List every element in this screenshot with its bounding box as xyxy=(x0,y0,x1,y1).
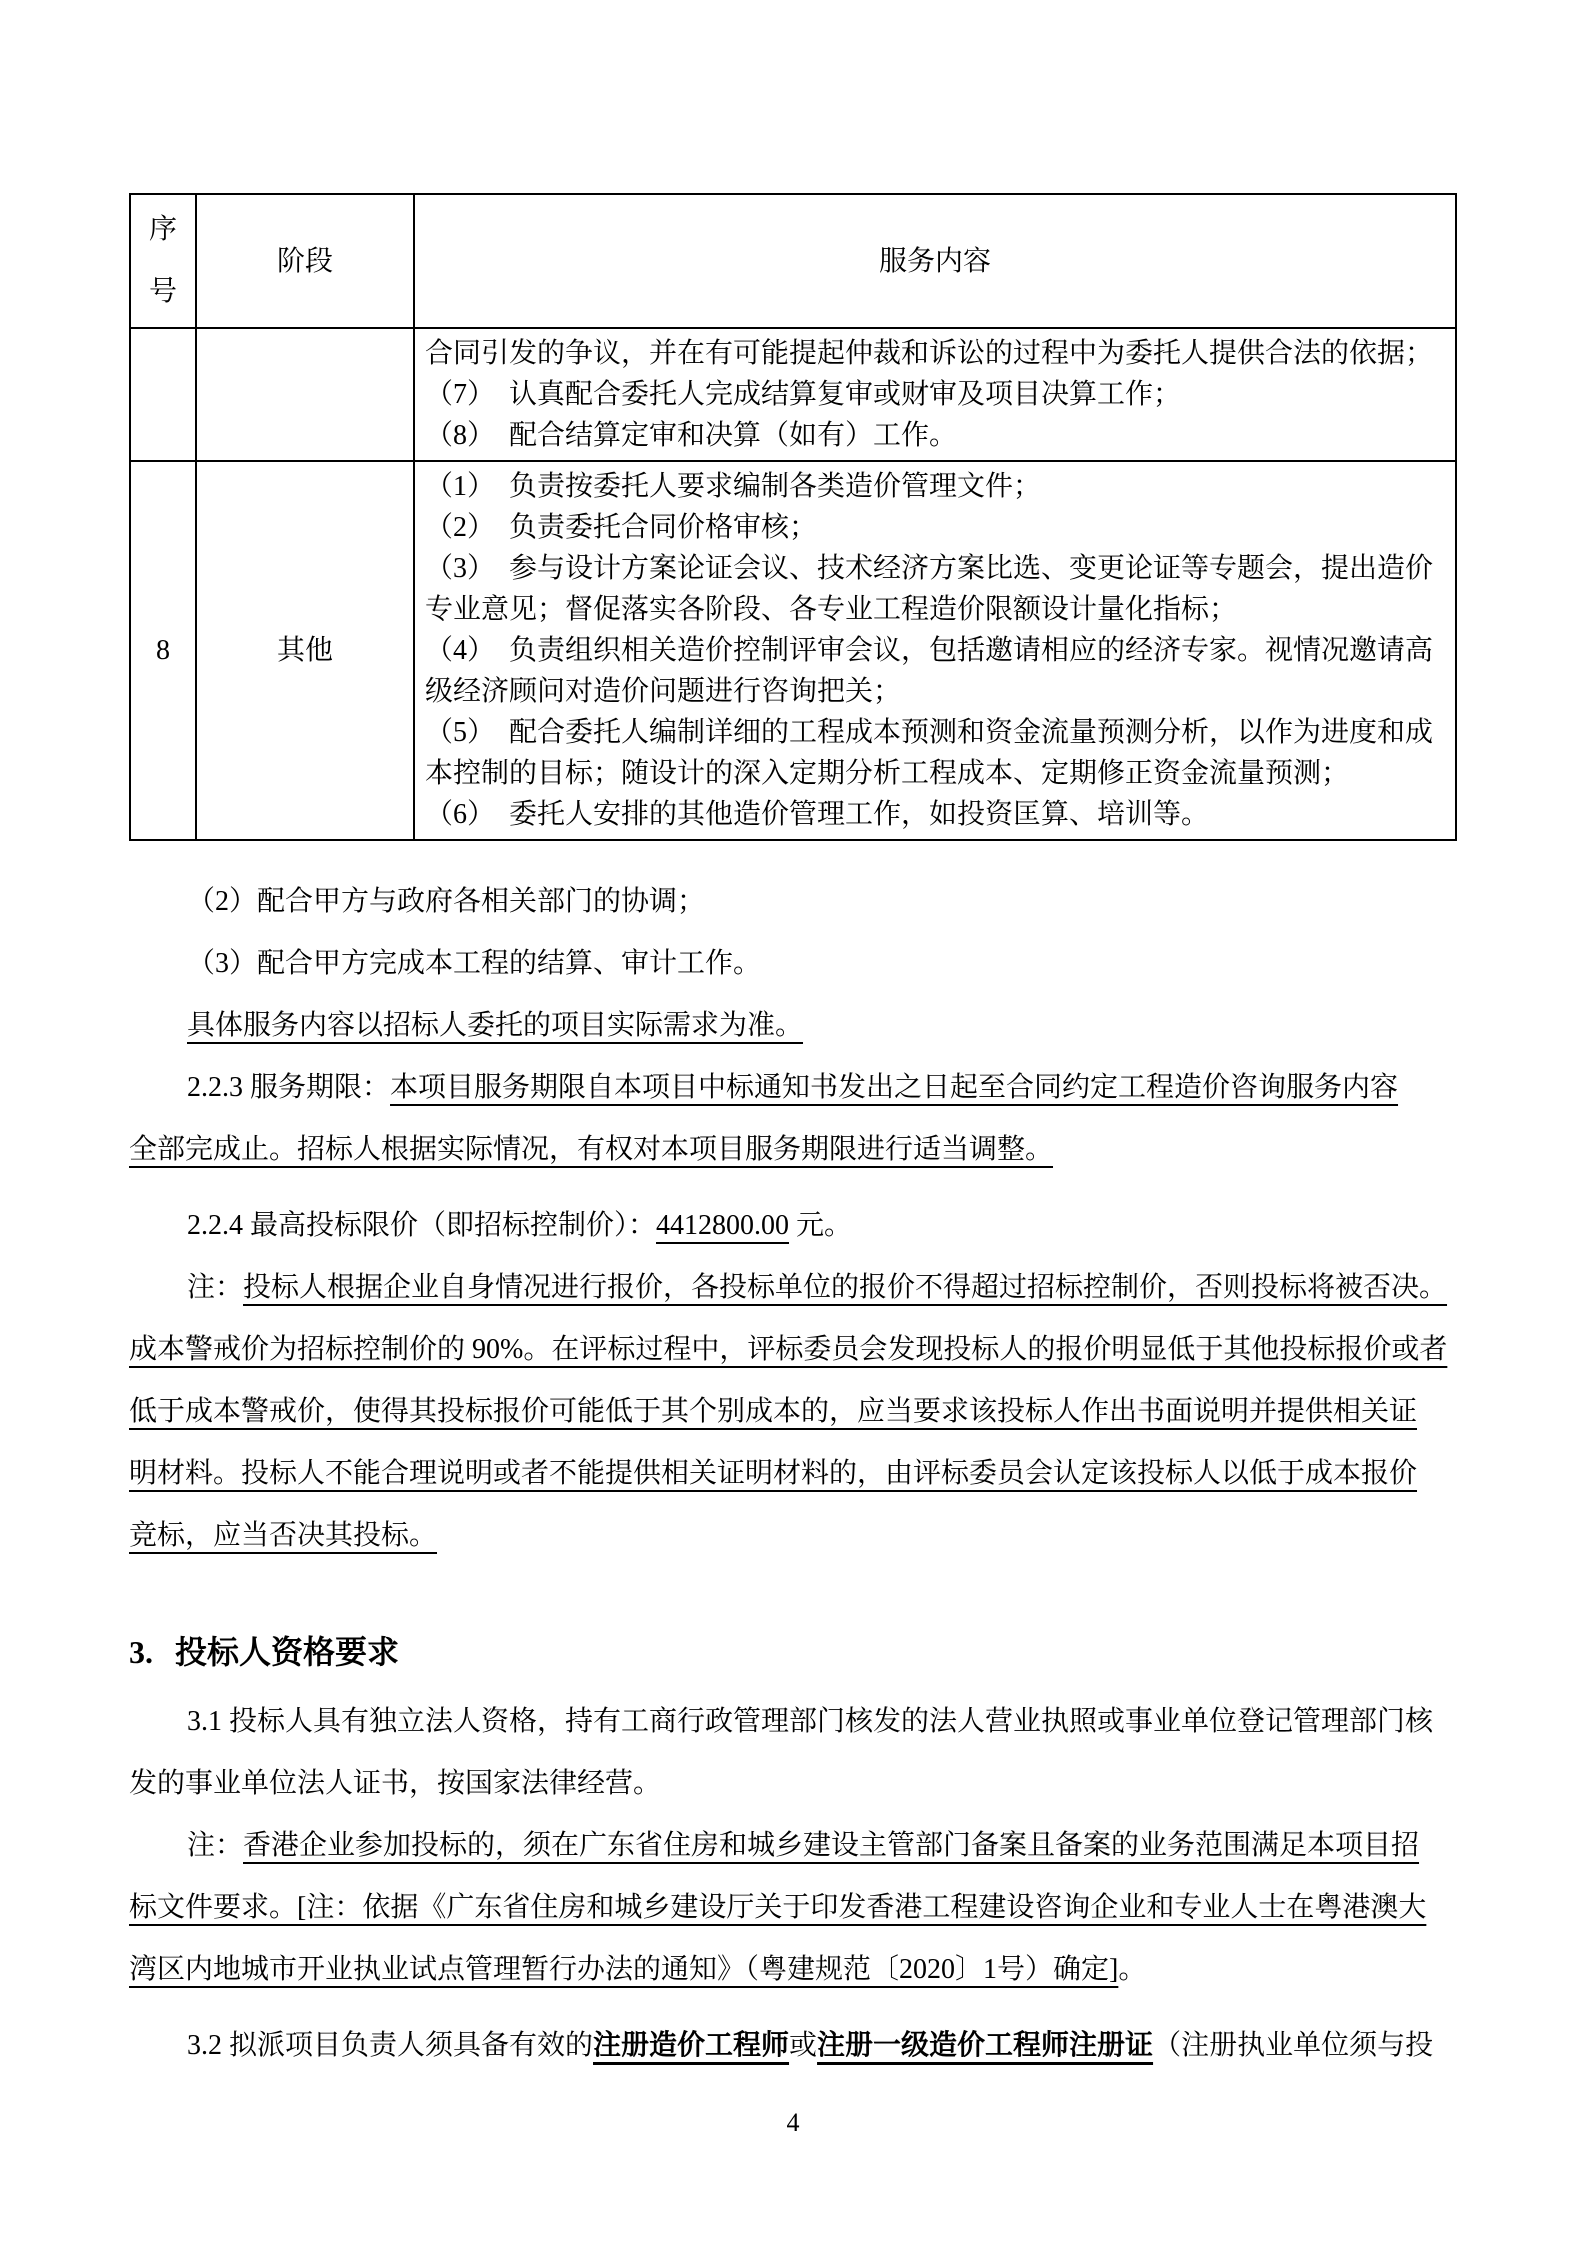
header-cell-no xyxy=(130,194,196,328)
cert-name-level1-cost-engineer: 注册一级造价工程师注册证 xyxy=(817,2030,1154,2061)
underlined-text: 湾区内地城市开业执业试点管理暂行办法的通知》（粤建规范〔2020〕1号）确定] xyxy=(129,1954,1119,1985)
table-row xyxy=(130,461,1456,840)
clause-3-2 xyxy=(129,2015,1457,2077)
cert-name-cost-engineer: 注册造价工程师 xyxy=(593,2030,790,2061)
document-body xyxy=(129,193,1457,2143)
section-heading-bidder-qualification xyxy=(129,1619,1457,1685)
service-item: （8） 配合结算定审和决算（如有）工作。 xyxy=(425,420,958,451)
row-content-cell xyxy=(414,328,1456,461)
service-item: （6） 委托人安排的其他造价管理工作，如投资匡算、培训等。 xyxy=(425,799,1210,830)
note-1-line-1 xyxy=(129,1257,1457,1319)
note-1-line-3 xyxy=(129,1381,1457,1443)
row-stage-cell xyxy=(196,328,414,461)
table-header-row xyxy=(130,194,1456,328)
sentence-end: 。 xyxy=(1118,1954,1147,1985)
clause-text: 或 xyxy=(789,2030,818,2061)
underlined-text: 本项目服务期限自本项目中标通知书发出之日起至合同约定工程造价咨询服务内容 xyxy=(390,1072,1399,1103)
service-item: 合同引发的争议，并在有可能提起仲裁和诉讼的过程中为委托人提供合法的依据； xyxy=(425,338,1434,369)
service-content-table xyxy=(129,193,1457,841)
paragraph-coordination: （2）配合甲方与政府各相关部门的协调； xyxy=(187,886,706,917)
clause-2-2-4 xyxy=(129,1195,1457,1257)
underlined-text: 标文件要求。[注：依据《广东省住房和城乡建设厅关于印发香港工程建设咨询企业和专业人士在粤港澳大 xyxy=(129,1892,1427,1923)
note-1-line-2 xyxy=(129,1319,1457,1381)
service-item: （3） 参与设计方案论证会议、技术经济方案比选、变更论证等专题会，提出造价专业意见；督促落实各阶段、各专业工程造价限额设计量化指标； xyxy=(425,553,1434,625)
underlined-text: 成本警戒价为招标控制价的 90%。在评标过程中，评标委员会发现投标人的报价明显低于其他投标报价或者 xyxy=(129,1334,1448,1365)
header-cell-content: 服务内容 xyxy=(414,194,1456,328)
row-content-cell xyxy=(414,461,1456,840)
header-cell-stage: 阶段 xyxy=(196,194,414,328)
underlined-text: 全部完成止。招标人根据实际情况，有权对本项目服务期限进行适当调整。 xyxy=(129,1134,1054,1165)
section-title: 投标人资格要求 xyxy=(175,1634,400,1670)
row-no-cell xyxy=(130,328,196,461)
clause-2-2-3-line-1 xyxy=(129,1057,1457,1119)
page-number: 4 xyxy=(786,2108,800,2137)
row-no-cell: 8 xyxy=(130,461,196,840)
underlined-text: 低于成本警戒价，使得其投标报价可能低于其个别成本的，应当要求该投标人作出书面说明并提供相关证 xyxy=(129,1396,1418,1427)
max-bid-price: 4412800.00 xyxy=(656,1210,790,1241)
clause-number: 2.2.3 服务期限： xyxy=(187,1072,391,1103)
price-unit: 元。 xyxy=(789,1210,853,1241)
underlined-text: 香港企业参加投标的，须在广东省住房和城乡建设主管部门备案且备案的业务范围满足本项目招 xyxy=(243,1830,1420,1861)
table-row xyxy=(130,328,1456,461)
paragraph-specific-service xyxy=(129,995,1457,1057)
clause-3-1-line-1: 3.1 投标人具有独立法人资格，持有工商行政管理部门核发的法人营业执照或事业单位登记管理部门核 xyxy=(187,1706,1434,1737)
note-2-line-3 xyxy=(129,1939,1457,2001)
service-item: （1） 负责按委托人要求编制各类造价管理文件； xyxy=(425,471,1042,502)
note-label: 注： xyxy=(187,1272,244,1303)
underlined-text: 具体服务内容以招标人委托的项目实际需求为准。 xyxy=(187,1010,804,1041)
clause-2-2-3-line-2 xyxy=(129,1119,1457,1181)
note-1-line-4 xyxy=(129,1443,1457,1505)
section-number: 3. xyxy=(129,1634,153,1670)
row-stage-cell: 其他 xyxy=(196,461,414,840)
note-2-line-2 xyxy=(129,1877,1457,1939)
header-no-line1: 序 xyxy=(148,214,177,245)
clause-3-1-line-2: 发的事业单位法人证书，按国家法律经营。 xyxy=(129,1768,662,1799)
header-no-line2: 号 xyxy=(148,276,177,307)
service-item: （2） 负责委托合同价格审核； xyxy=(425,512,818,543)
underlined-text: 投标人根据企业自身情况进行报价，各投标单位的报价不得超过招标控制价，否则投标将被否决。 xyxy=(243,1272,1448,1303)
note-2-line-1 xyxy=(129,1815,1457,1877)
note-1-line-5 xyxy=(129,1505,1457,1567)
underlined-text: 竞标，应当否决其投标。 xyxy=(129,1520,438,1551)
note-label: 注： xyxy=(187,1830,244,1861)
clause-text: 3.2 拟派项目负责人须具备有效的 xyxy=(187,2030,594,2061)
clause-number: 2.2.4 最高投标限价（即招标控制价）： xyxy=(187,1210,657,1241)
clause-text: （注册执业单位须与投 xyxy=(1153,2030,1434,2061)
underlined-text: 明材料。投标人不能合理说明或者不能提供相关证明材料的，由评标委员会认定该投标人以低于成本报价 xyxy=(129,1458,1418,1489)
paragraph-settlement-audit: （3）配合甲方完成本工程的结算、审计工作。 xyxy=(187,948,762,979)
service-item: （7） 认真配合委托人完成结算复审或财审及项目决算工作； xyxy=(425,379,1182,410)
service-item: （5） 配合委托人编制详细的工程成本预测和资金流量预测分析，以作为进度和成本控制的目标；随设计的深入定期分析工程成本、定期修正资金流量预测； xyxy=(425,717,1434,789)
service-item: （4） 负责组织相关造价控制评审会议，包括邀请相应的经济专家。视情况邀请高级经济顾问对造价问题进行咨询把关； xyxy=(425,635,1434,707)
